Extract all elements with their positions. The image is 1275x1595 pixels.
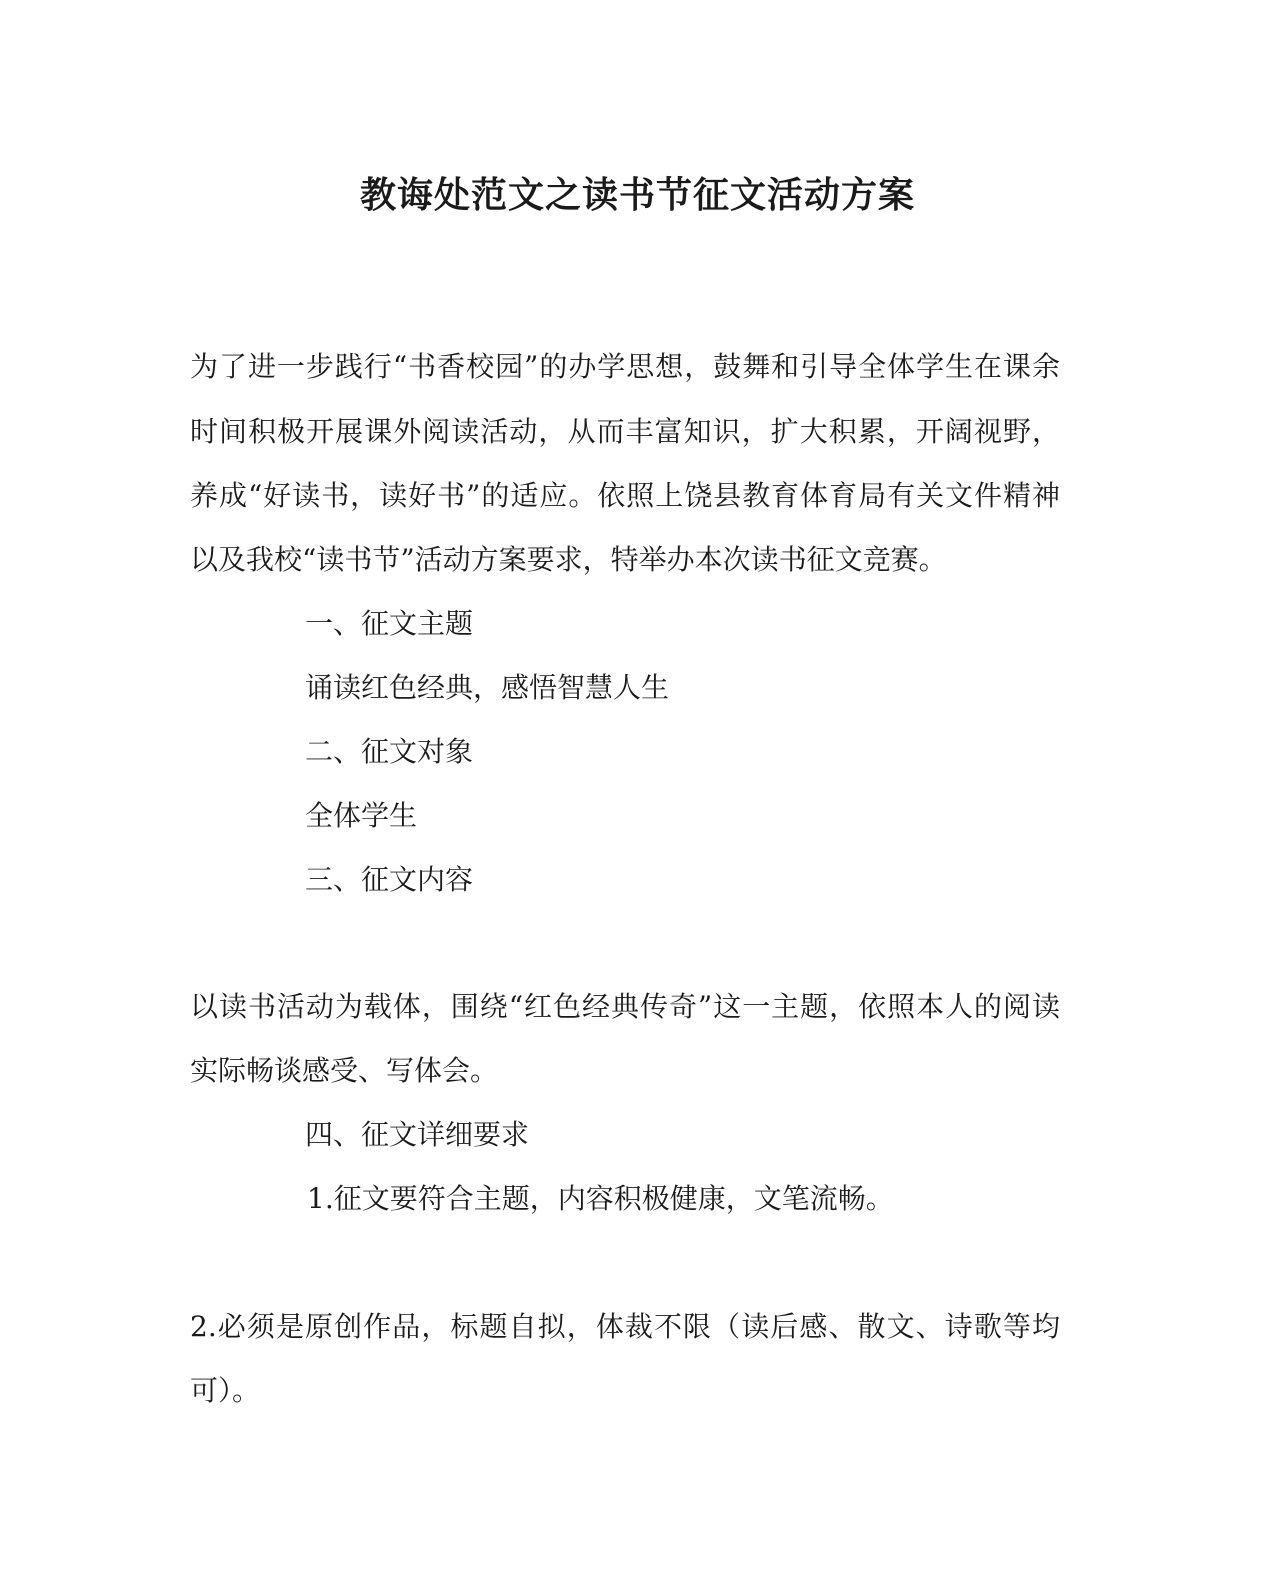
paragraph-line: 时间积极开展课外阅读活动，从而丰富知识，扩大积累，开阔视野，: [190, 415, 1060, 448]
section-body-theme: 诵读红色经典，感悟智慧人生: [305, 671, 670, 704]
requirement-item: 1.征文要符合主题，内容积极健康，文笔流畅。: [307, 1182, 894, 1215]
paragraph-line: 以读书活动为载体，围绕“红色经典传奇”这一主题，依照本人的阅读: [190, 990, 1060, 1023]
paragraph-line: 以及我校“读书节”活动方案要求，特举办本次读书征文竞赛。: [190, 543, 947, 576]
document-title: 教诲处范文之读书节征文活动方案: [359, 174, 915, 216]
section-body-audience: 全体学生: [305, 799, 418, 832]
paragraph-line: 为了进一步践行“书香校园”的办学思想，鼓舞和引导全体学生在课余: [190, 350, 1060, 383]
section-heading-content: 三、征文内容: [305, 863, 474, 896]
paragraph-line: 可）。: [190, 1374, 261, 1407]
paragraph-line: 实际畅谈感受、写体会。: [190, 1054, 499, 1087]
section-heading-audience: 二、征文对象: [305, 735, 474, 768]
section-heading-requirements: 四、征文详细要求: [305, 1118, 530, 1151]
paragraph-line: 养成“好读书，读好书”的适应。依照上饶县教育体育局有关文件精神: [190, 479, 1060, 512]
section-heading-theme: 一、征文主题: [305, 607, 474, 640]
paragraph-line: 2.必须是原创作品，标题自拟，体裁不限（读后感、散文、诗歌等均: [190, 1310, 1060, 1343]
